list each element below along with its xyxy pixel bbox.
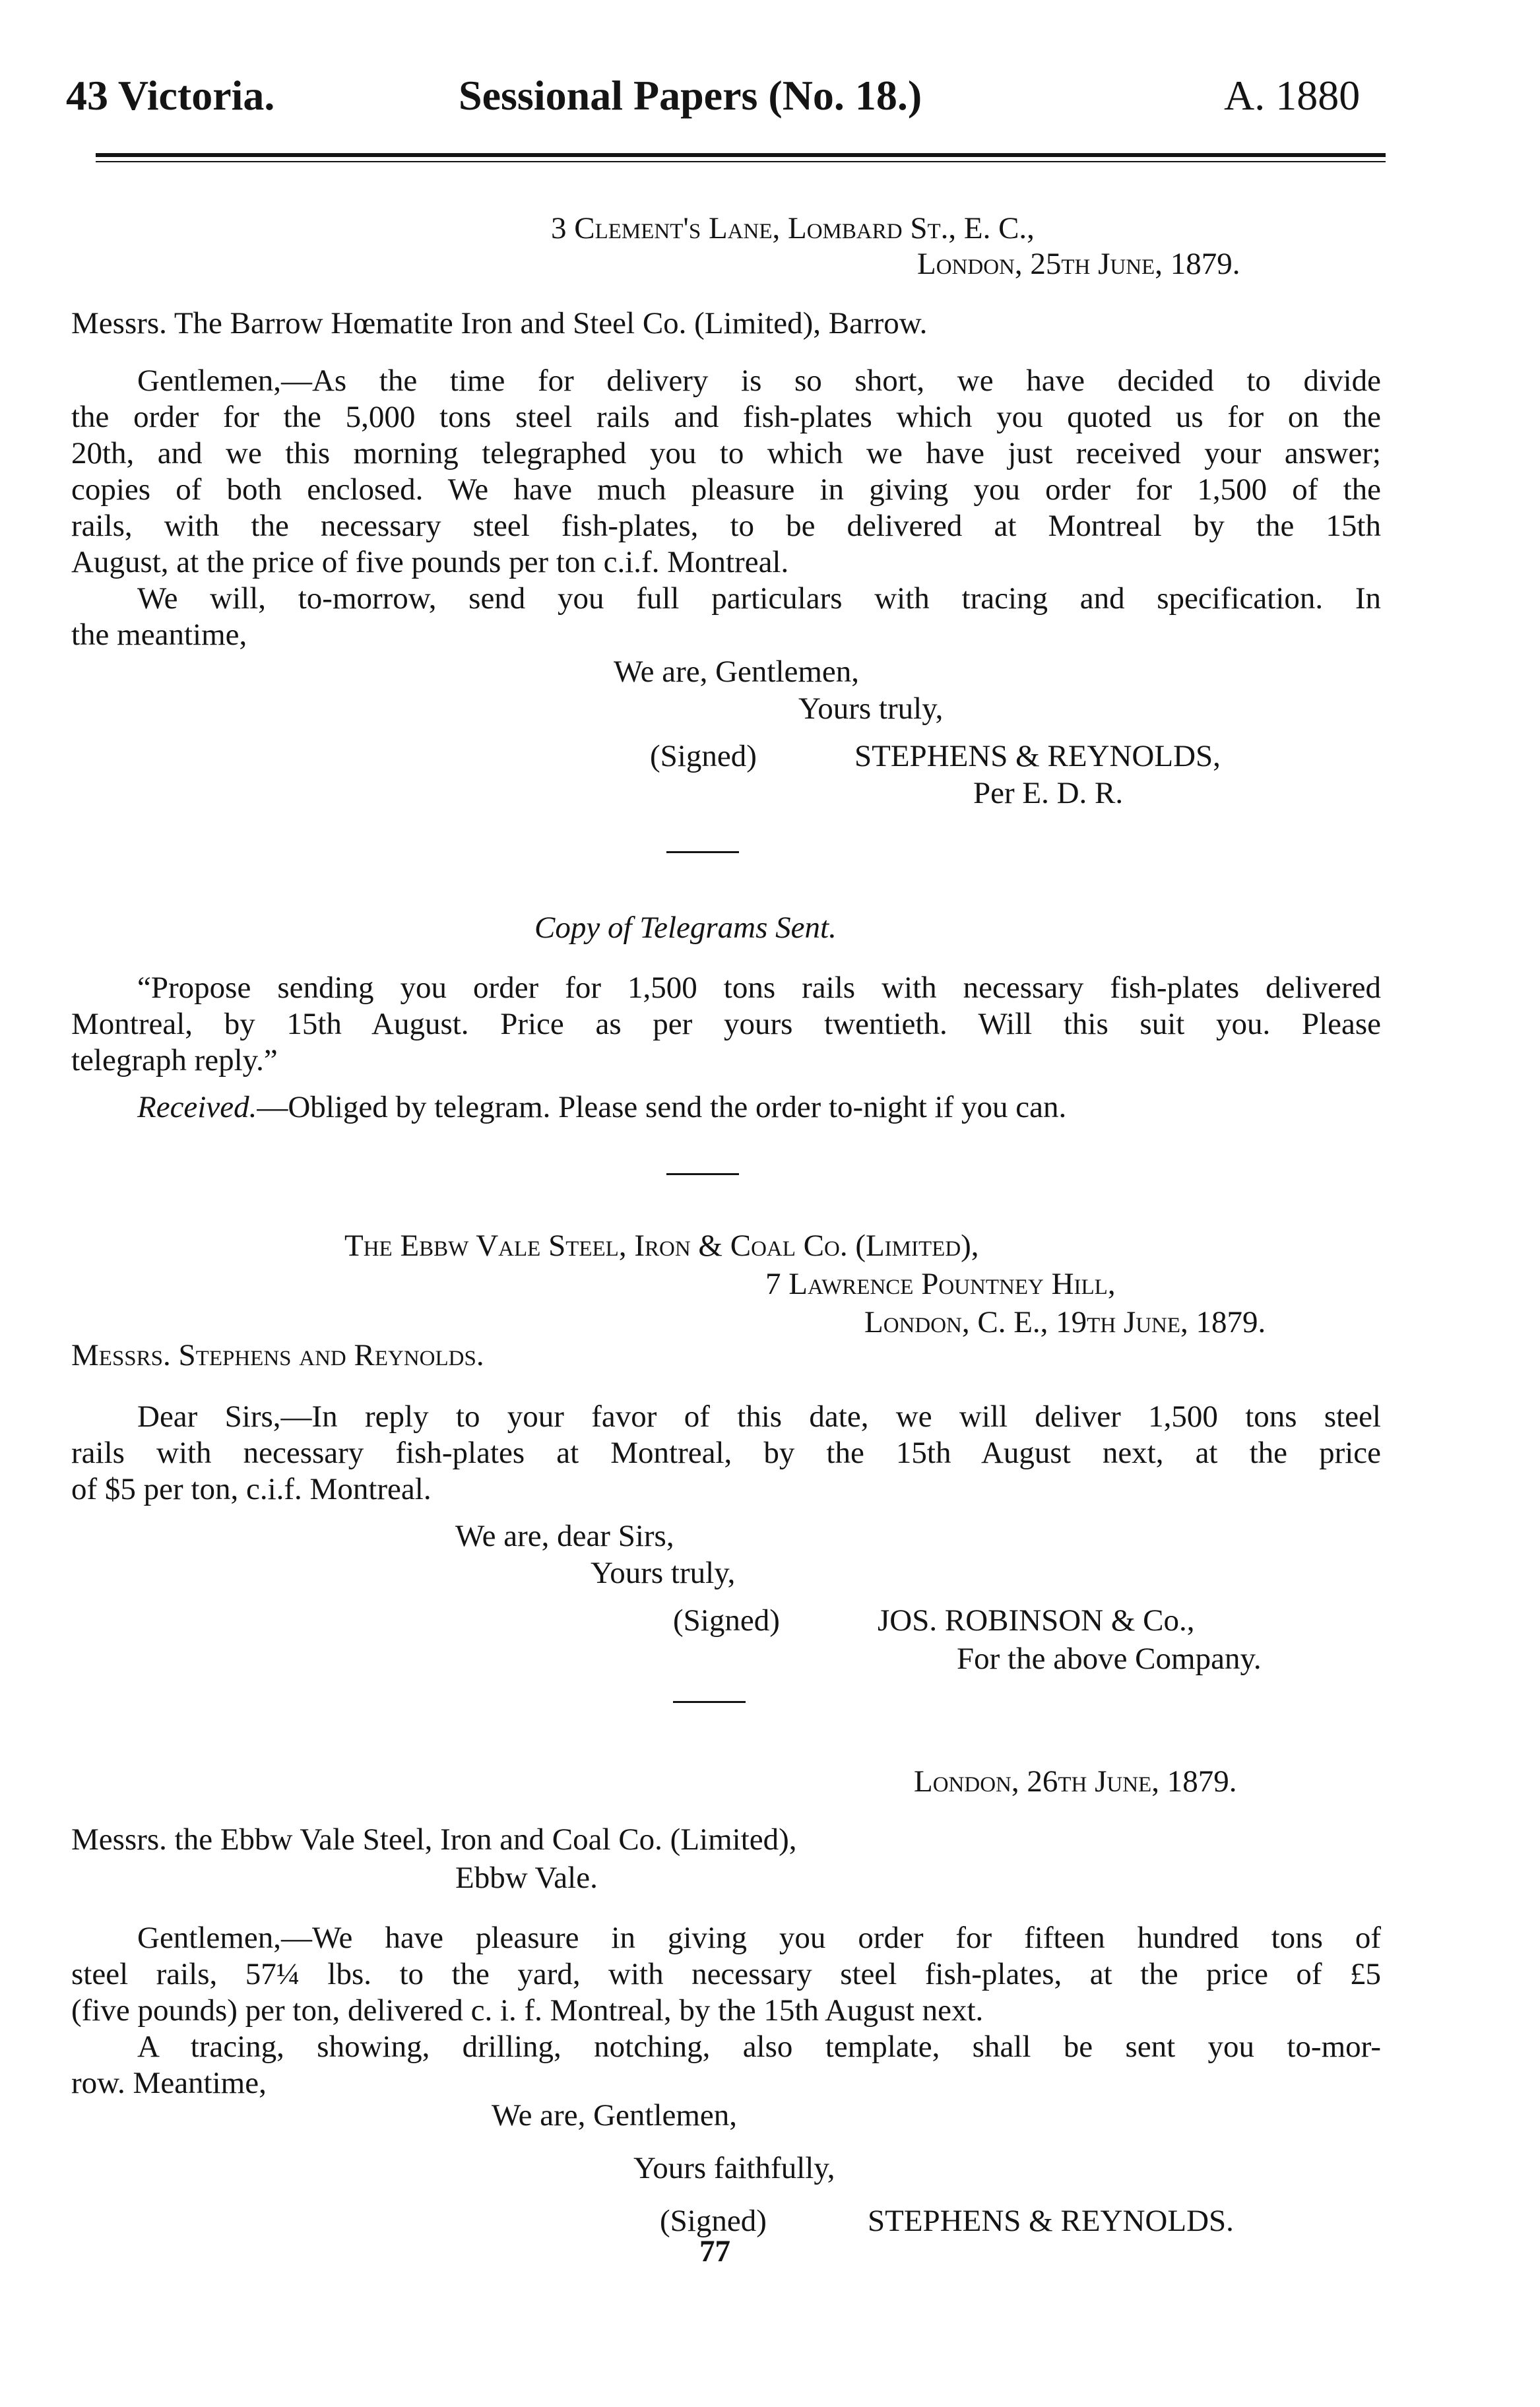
header-rule-thin xyxy=(96,161,1386,162)
letter1-body2-line: We will, to-morrow, send you full particulars with tracing and specification. In xyxy=(137,581,1381,616)
letter2-signed: (Signed) xyxy=(673,1603,780,1638)
telegram-body-line: Montreal, by 15th August. Price as per yours twentieth. Will this suit you. Please xyxy=(71,1007,1381,1041)
letter2-signatory: JOS. ROBINSON & Co., xyxy=(878,1603,1195,1638)
letter2-for-line: For the above Company. xyxy=(957,1642,1262,1676)
header-rule xyxy=(96,153,1386,157)
section-separator xyxy=(666,851,739,853)
telegram-body xyxy=(71,970,1381,1079)
section-separator xyxy=(666,1173,739,1175)
received-label: Received. xyxy=(137,1090,257,1124)
letter3-addressee-line1: Messrs. the Ebbw Vale Steel, Iron and Coal Co. (Limited), xyxy=(71,1822,797,1857)
letter3-body2-line: A tracing, showing, drilling, notching, also template, shall be sent you to-mor- xyxy=(137,2030,1381,2064)
letter1-body-line: copies of both enclosed. We have much pleasure in giving you order for 1,500 of the xyxy=(71,472,1381,507)
header-session: 43 Victoria. xyxy=(66,72,275,119)
letter1-per: Per E. D. R. xyxy=(973,776,1124,810)
letter1-body2 xyxy=(71,581,1381,653)
letter1-closing2: Yours truly, xyxy=(798,691,944,726)
letter1-addressee: Messrs. The Barrow Hœmatite Iron and Steel Co. (Limited), Barrow. xyxy=(71,306,928,340)
telegram-body-line: telegraph reply.” xyxy=(71,1043,278,1077)
letter1-body-line: Gentlemen,—As the time for delivery is so short, we have decided to divide xyxy=(137,364,1381,398)
letter1-signatory: STEPHENS & REYNOLDS, xyxy=(854,739,1221,773)
telegram-received xyxy=(137,1089,1066,1126)
letter1-body-line: the order for the 5,000 tons steel rails and fish-plates which you quoted us for on the xyxy=(71,400,1381,434)
letter2-body-line: of $5 per ton, c.i.f. Montreal. xyxy=(71,1472,432,1506)
letter3-body2-line: row. Meantime, xyxy=(71,2066,267,2100)
letter3-signatory: STEPHENS & REYNOLDS. xyxy=(868,2204,1234,2238)
letter1-body2-line: the meantime, xyxy=(71,618,247,652)
letter3-body-line: steel rails, 57¼ lbs. to the yard, with necessary steel fish-plates, at the price of £5 xyxy=(71,1957,1381,1991)
letter3-date: London, 26th June, 1879. xyxy=(914,1764,1237,1799)
letter3-body xyxy=(71,1920,1381,2029)
letter2-body xyxy=(71,1399,1381,1508)
header-year: A. 1880 xyxy=(1224,72,1361,119)
header-title: Sessional Papers (No. 18.) xyxy=(459,72,922,119)
letter3-closing2: Yours faithfully, xyxy=(633,2151,835,2185)
letter1-body-line: rails, with the necessary steel fish-plates, to be delivered at Montreal by the 15th xyxy=(71,509,1381,543)
letter2-address-line3: London, C. E., 19th June, 1879. xyxy=(864,1305,1266,1339)
letter2-address-line2: 7 Lawrence Pountney Hill, xyxy=(765,1267,1116,1301)
letter1-body-line: August, at the price of five pounds per ton c.i.f. Montreal. xyxy=(71,545,789,579)
letter1-address-line1: 3 Clement's Lane, Lombard St., E. C., xyxy=(551,211,1035,245)
letter1-body xyxy=(71,363,1381,581)
letter2-closing1: We are, dear Sirs, xyxy=(455,1519,674,1553)
letter2-closing2: Yours truly, xyxy=(591,1556,736,1590)
page-number: 77 xyxy=(699,2234,730,2268)
letter2-address-line1: The Ebbw Vale Steel, Iron & Coal Co. (Limited), xyxy=(344,1229,979,1263)
section-separator xyxy=(673,1701,746,1703)
received-text: —Obliged by telegram. Please send the order to-night if you can. xyxy=(257,1090,1067,1124)
letter3-body-line: (five pounds) per ton, delivered c. i. f. Montreal, by the 15th August next. xyxy=(71,1993,984,2028)
letter1-closing1: We are, Gentlemen, xyxy=(614,655,860,689)
telegrams-title: Copy of Telegrams Sent. xyxy=(534,911,837,945)
telegram-body-line: “Propose sending you order for 1,500 tons rails with necessary fish-plates delivered xyxy=(137,971,1381,1005)
letter3-addressee-line2: Ebbw Vale. xyxy=(455,1861,598,1895)
letter3-body2 xyxy=(71,2029,1381,2102)
letter3-body-line: Gentlemen,—We have pleasure in giving you order for fifteen hundred tons of xyxy=(137,1921,1381,1955)
letter3-signed: (Signed) xyxy=(660,2204,767,2238)
letter1-body-line: 20th, and we this morning telegraphed you to which we have just received your answer; xyxy=(71,436,1381,470)
letter1-signed: (Signed) xyxy=(650,739,757,773)
letter1-address-line2: London, 25th June, 1879. xyxy=(917,247,1240,281)
letter2-body-line: rails with necessary fish-plates at Montreal, by the 15th August next, at the price xyxy=(71,1436,1381,1470)
letter3-closing1: We are, Gentlemen, xyxy=(492,2098,738,2133)
letter2-addressee: Messrs. Stephens and Reynolds. xyxy=(71,1338,484,1372)
letter2-body-line: Dear Sirs,—In reply to your favor of this date, we will deliver 1,500 tons steel xyxy=(137,1399,1381,1434)
